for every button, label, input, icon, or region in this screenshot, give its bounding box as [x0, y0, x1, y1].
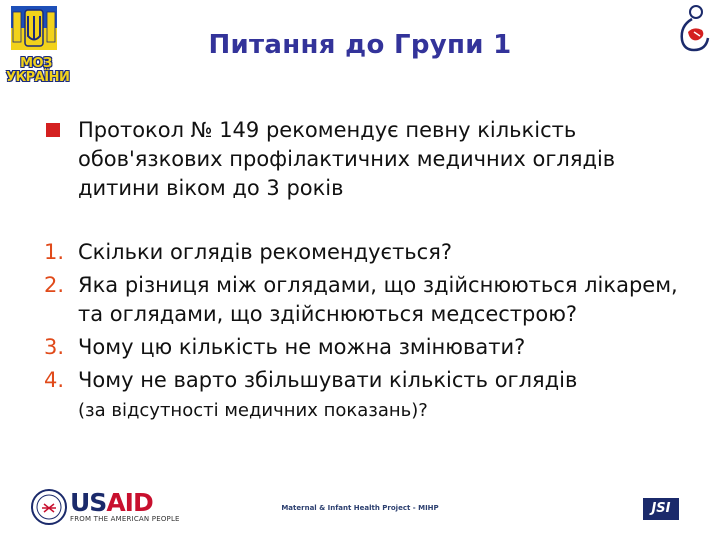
slide-content — [44, 116, 684, 429]
list-text: Яка різниця між оглядами, що здійснюються лікарем, та оглядами, що здійснюються медсестрою? — [78, 273, 678, 326]
list-number: 1. — [44, 240, 65, 264]
list-number: 4. — [44, 368, 65, 392]
bullet-item — [44, 116, 684, 203]
footer-project-name: Maternal & Infant Health Project - MIHP — [281, 504, 439, 512]
list-text-note: (за відсутності медичних показань)? — [78, 400, 428, 421]
usaid-logo-us: US — [70, 488, 107, 517]
footer — [0, 486, 720, 536]
list-text: Чому не варто збільшувати кількість оглядів — [78, 368, 578, 392]
usaid-logo-aid: AID — [106, 488, 153, 517]
questions-list — [44, 238, 684, 425]
bullet-text: Протокол № 149 рекомендує певну кількість обов'язкових профілактичних медичних оглядів дитини віком до 3 років — [78, 118, 616, 200]
list-item — [44, 366, 684, 425]
usaid-tagline: FROM THE AMERICAN PEOPLE — [70, 515, 180, 523]
moz-logo-text: МОЗ — [20, 56, 52, 71]
jsi-logo: JSI — [643, 498, 679, 520]
bullet-square-icon — [46, 123, 60, 137]
page-title: Питання до Групи 1 — [208, 30, 512, 60]
list-number: 2. — [44, 273, 65, 297]
list-item — [44, 271, 684, 329]
list-text: Чому цю кількість не можна змінювати? — [78, 335, 526, 359]
usaid-logo — [70, 488, 153, 517]
list-number: 3. — [44, 335, 65, 359]
list-item — [44, 238, 684, 267]
list-text: Скільки оглядів рекомендується? — [78, 240, 453, 264]
moz-logo-subtext: УКРАЇНИ — [6, 70, 70, 85]
list-item — [44, 333, 684, 362]
